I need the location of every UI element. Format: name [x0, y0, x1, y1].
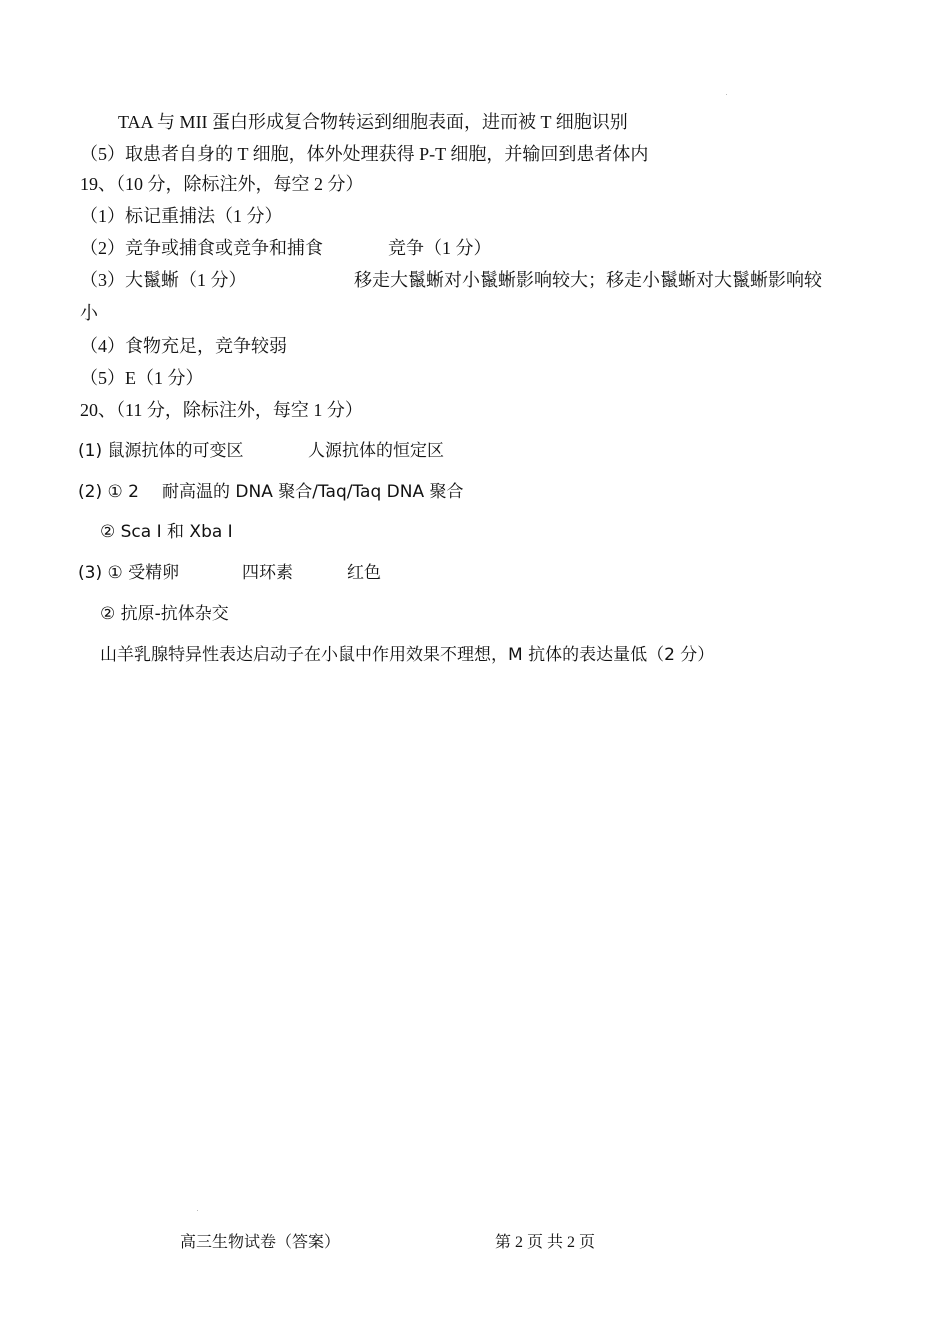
answer-blank: 耐高温的 DNA 聚合/Taq/Taq DNA 聚合	[162, 482, 464, 502]
answer-line: TAA 与 MII 蛋白形成复合物转运到细胞表面，进而被 T 细胞识别	[118, 112, 628, 132]
answer-blank: 人源抗体的恒定区	[308, 441, 444, 461]
answer-blank: 四环素	[242, 563, 293, 583]
answer-blank: (3) ① 受精卵	[78, 563, 180, 583]
scan-speck	[197, 1210, 198, 1211]
answer-line: 山羊乳腺特异性表达启动子在小鼠中作用效果不理想，M 抗体的表达量低（2 分）	[100, 645, 715, 665]
answer-blank: （2）竞争或捕食或竞争和捕食	[80, 238, 323, 258]
answer-blank: (1) 鼠源抗体的可变区	[78, 441, 244, 461]
question-20-heading: 20、（11 分，除标注外，每空 1 分）	[80, 400, 363, 420]
answer-line: （5）取患者自身的 T 细胞，体外处理获得 P-T 细胞，并输回到患者体内	[80, 144, 649, 164]
answer-line-continued: 小	[80, 303, 98, 323]
scan-speck	[726, 94, 727, 95]
answer-blank: 移走大鬣蜥对小鬣蜥影响较大；移走小鬣蜥对大鬣蜥影响较	[354, 270, 822, 290]
answer-line: （5）E（1 分）	[80, 368, 204, 388]
answer-line: （1）标记重捕法（1 分）	[80, 206, 283, 226]
answer-blank: 红色	[347, 563, 381, 583]
answer-blank: （3）大鬣蜥（1 分）	[80, 270, 247, 290]
answer-blank: (2) ① 2	[78, 482, 139, 502]
question-19-heading: 19、（10 分，除标注外，每空 2 分）	[80, 174, 364, 194]
footer-title: 高三生物试卷（答案）	[180, 1234, 341, 1251]
answer-line: ② 抗原-抗体杂交	[100, 604, 229, 624]
answer-blank: 竞争（1 分）	[388, 238, 492, 258]
answer-line: （4）食物充足，竞争较弱	[80, 336, 287, 356]
answer-line: ② Sca Ⅰ 和 Xba Ⅰ	[100, 522, 233, 542]
page-number: 第 2 页 共 2 页	[495, 1234, 596, 1251]
